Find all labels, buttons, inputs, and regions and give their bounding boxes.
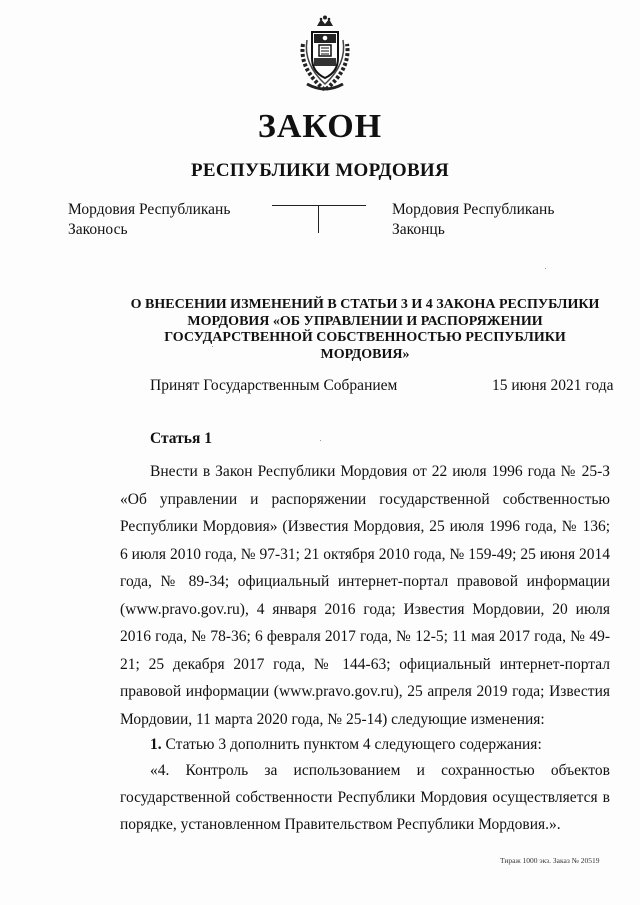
header-right-line1: Мордовия Республикань (392, 201, 555, 218)
document-title: ЗАКОН (257, 108, 383, 145)
quote-paragraph: «4. Контроль за использованием и сохранностью объектов государственной собственности Республики Мордовия осуществляется в порядке, установленном Правительством Республики Мордовия.». (120, 762, 610, 833)
scan-speck (545, 268, 546, 269)
header-divider-horizontal (272, 205, 366, 206)
coat-of-arms-icon (293, 14, 357, 96)
scan-speck (320, 440, 321, 441)
item-1-text: Статью 3 дополнить пунктом 4 следующего содержания: (165, 736, 542, 753)
paragraph-intro: Внести в Закон Республики Мордовия от 22 июля 1996 года № 25-З «Об управлении и распоряжении государственной собственностью Республики Мордовия» (Известия Мордовия, 25 июля 1996 года, № 136; 6 июля 2010 года, № 97-31; 21 октября 2010 года, № 159-49; 25 июня 2014 года, № 89-34; официальный интернет-портал правовой информации (www.pravo.gov.ru), 4 января 2016 года; Известия Мордовии, 20 июля 2016 года, № 78-36; 6 февраля 2017 года, № 12-5; 11 мая 2017 года, № 49-21; 25 декабря 2017 года, № 144-63; официальный интернет-портал правовой информации (www.pravo.gov.ru), 25 апреля 2019 года; Известия Мордовии, 11 марта 2020 года, № 25-14) следующие изменения: (120, 463, 610, 728)
law-heading: О ВНЕСЕНИИ ИЗМЕНЕНИЙ В СТАТЬИ 3 И 4 ЗАКОНА РЕСПУБЛИКИ МОРДОВИЯ «ОБ УПРАВЛЕНИИ И РАСПОРЯЖЕНИИ ГОСУДАРСТВЕННОЙ СОБСТВЕННОСТЬЮ РЕСПУБЛИКИ МОРДОВИЯ» (130, 297, 600, 362)
adopted-date: 15 июня 2021 года (492, 377, 614, 394)
print-run-footer: Тираж 1000 экз. Заказ № 20519 (500, 856, 600, 865)
item-1-number: 1. (150, 736, 162, 753)
article-title: Статья 1 (150, 430, 212, 447)
header-left-line1: Мордовия Республикань (68, 201, 231, 218)
header-divider-vertical (318, 205, 319, 233)
header-right-line2: Законць (392, 221, 445, 238)
scan-speck (212, 346, 213, 347)
document-subtitle: РЕСПУБЛИКИ МОРДОВИЯ (190, 160, 450, 181)
item-1 (120, 733, 610, 757)
adopted-label: Принят Государственным Собранием (150, 377, 398, 394)
header-right-block (392, 200, 554, 240)
article-body (120, 458, 610, 838)
header-left-line2: Законось (68, 221, 128, 238)
header-left-block (68, 200, 230, 240)
